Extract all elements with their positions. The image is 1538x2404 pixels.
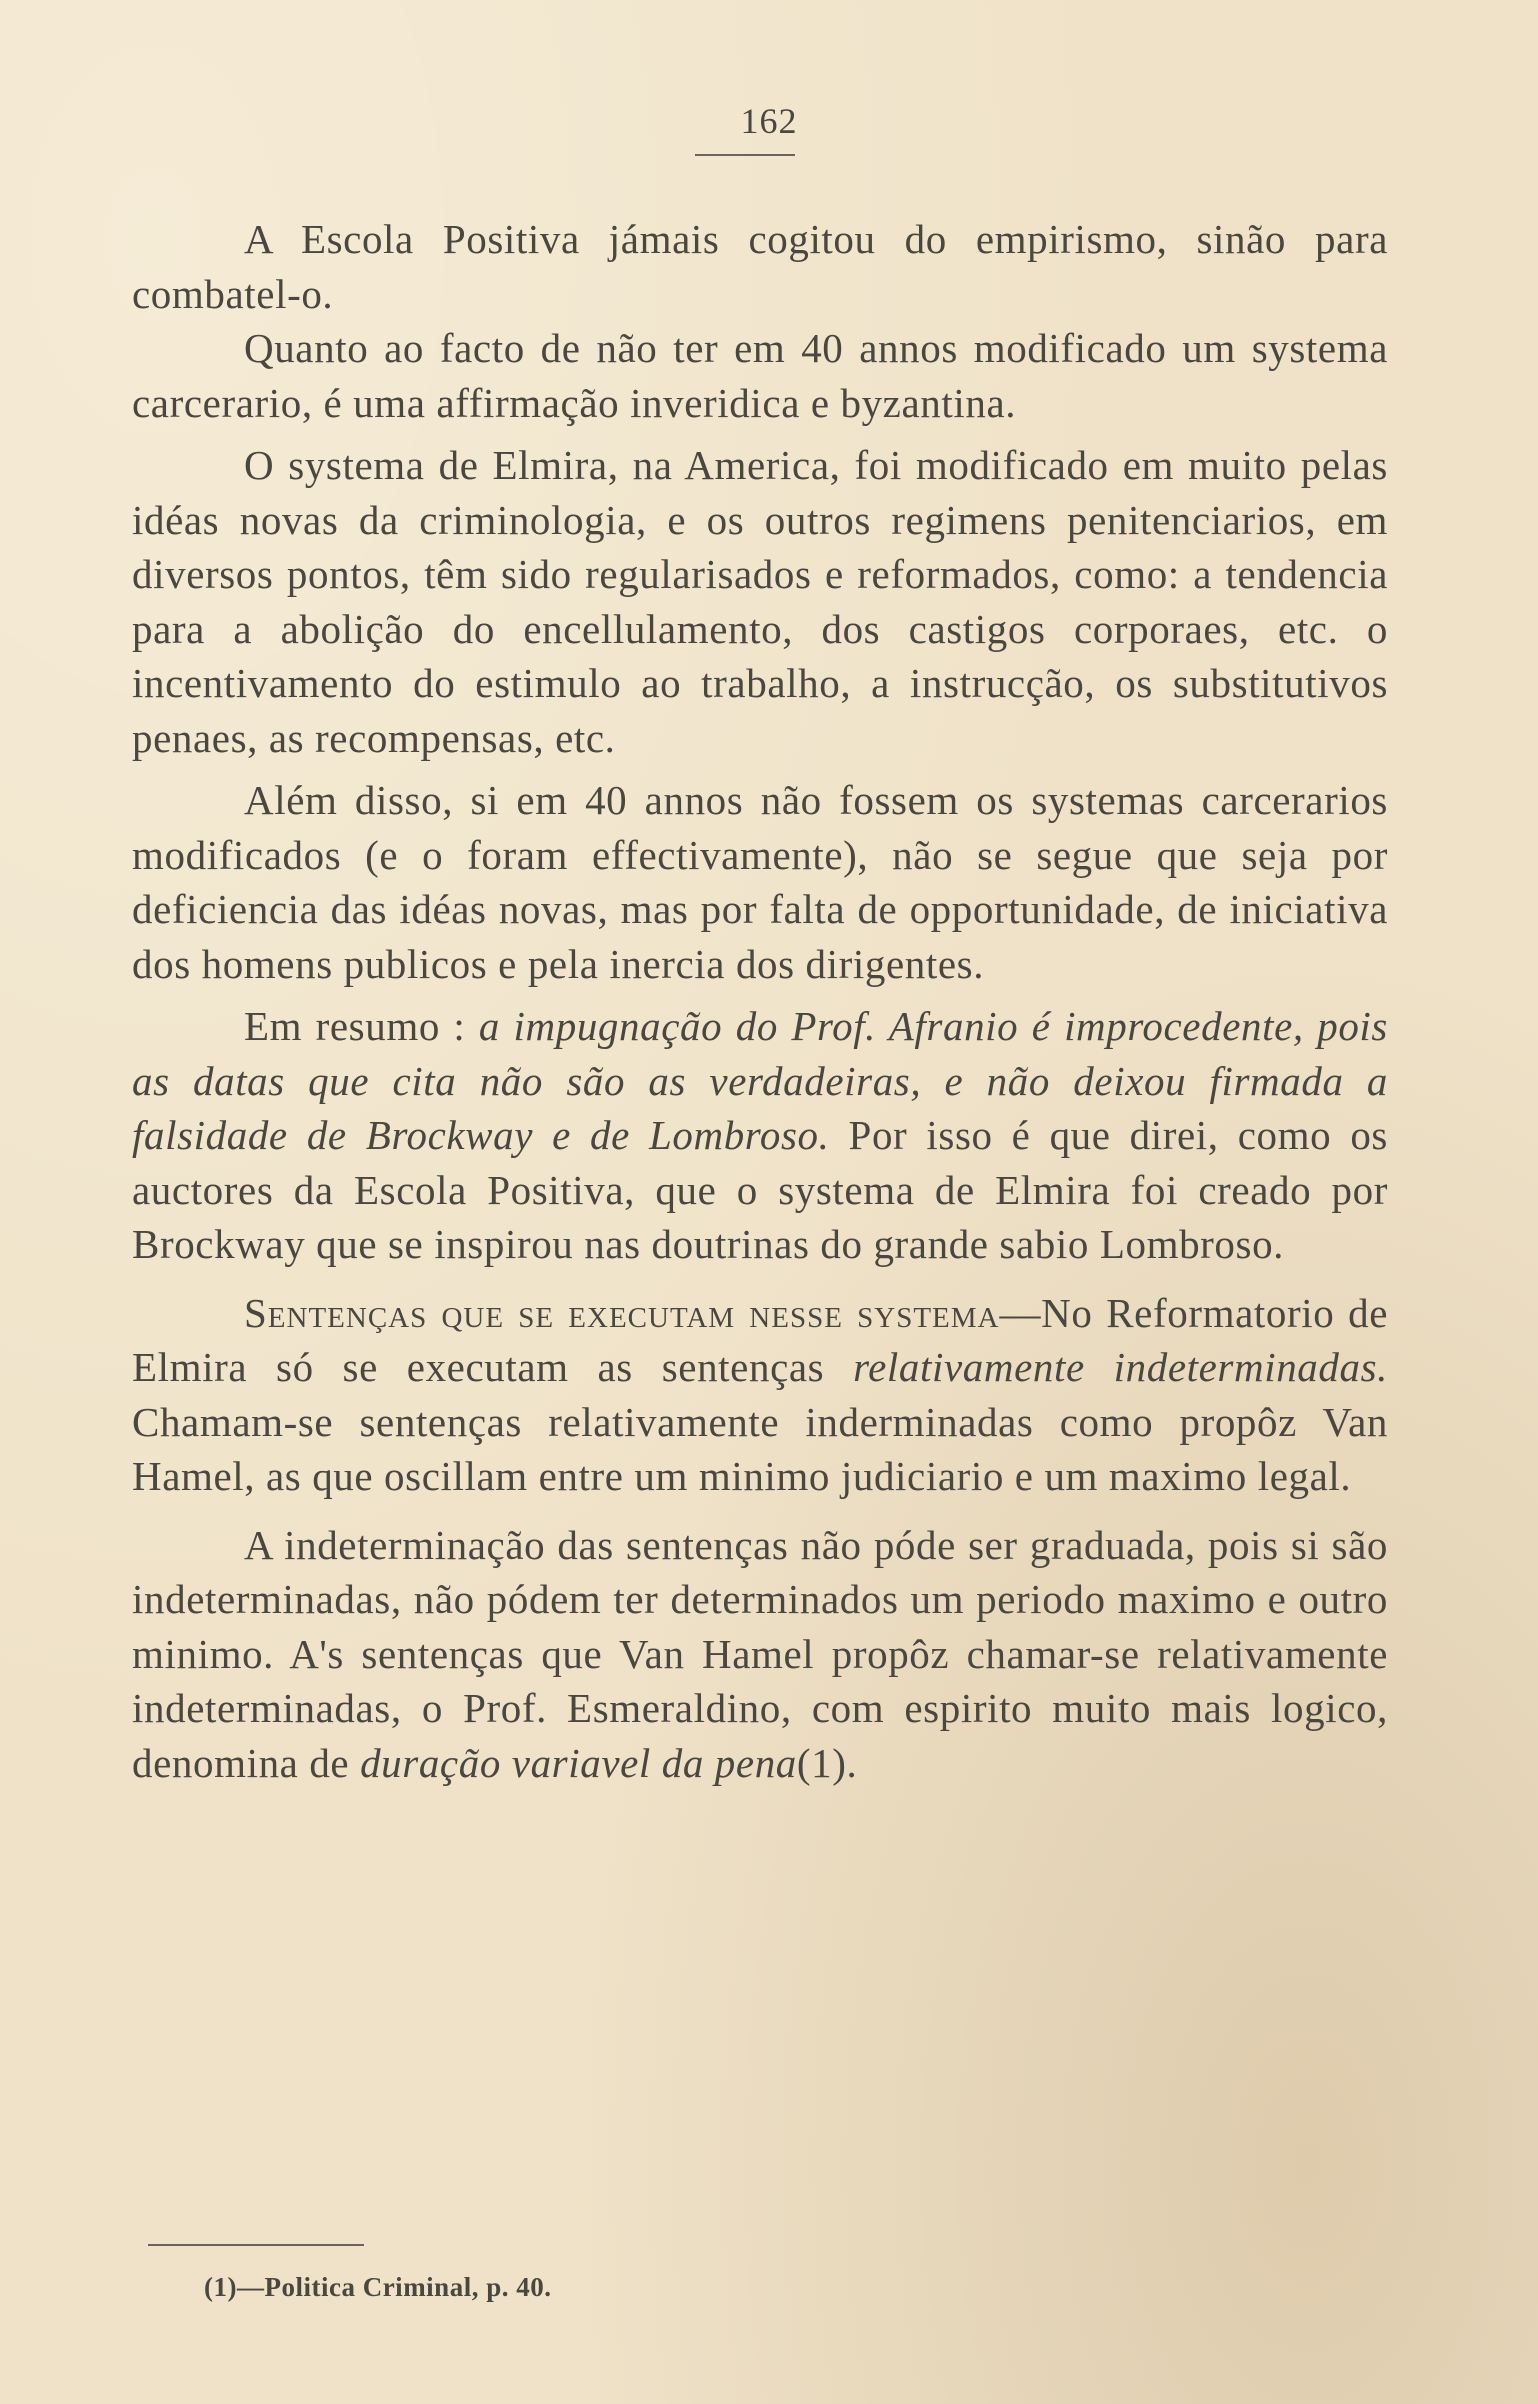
paragraph-2: Quanto ao facto de não ter em 40 annos modificado um systema carcerario, é uma affirmação inveridica e byzantina.: [132, 325, 1388, 426]
paragraph-5-rest: Por isso é que direi, como os auctores da Escola Positiva, que o systema de Elmira foi creado por Brockway que se inspirou nas doutrinas do grande sabio Lombroso.: [132, 1112, 1388, 1267]
footnote-rule: [148, 2244, 364, 2246]
paragraph-6: [132, 1286, 1388, 1504]
paragraph-6-rest: Chamam-se sentenças relativamente inderminadas como propôz Van Hamel, as que oscillam entre um minimo judiciario e um maximo legal.: [132, 1398, 1388, 1499]
paragraph-7-italic: duração variavel da pena: [360, 1739, 797, 1786]
paragraph-4: Além disso, si em 40 annos não fossem os systemas carcerarios modificados (e o foram effectivamente), não se segue que seja por deficiencia das idéas novas, mas por falta de opportunidade, de iniciativa dos homens publicos e pela inercia dos dirigentes.: [132, 777, 1388, 987]
page-number: 162: [740, 101, 798, 141]
paragraph-6-lead: No Reformatorio de Elmira só se executam as sentenças: [132, 1289, 1389, 1390]
paragraph-3: O systema de Elmira, na America, foi modificado em muito pelas idéas novas da criminologia, e os outros regimens penitenciarios, em diversos pontos, têm sido regularisados e reformados, como: a tendencia para a abolição do encellulamento, dos castigos corporaes, etc. o incentivamento do estimulo ao trabalho, a instrucção, os substitutivos penaes, as recompensas, etc.: [132, 442, 1388, 761]
section-heading: Sentenças que se executam nesse systema: [244, 1289, 1000, 1336]
paragraph-5-italic: a impugnação do Prof. Afranio é improcedente, pois as datas que cita não são as verdadeiras, e não deixou firmada a falsidade de Brockway e de Lombroso.: [132, 1003, 1388, 1158]
paragraph-7-rest: (1).: [796, 1739, 858, 1786]
footnote: (1)—Politica Criminal, p. 40.: [204, 2272, 552, 2302]
paragraph-7: [132, 1518, 1388, 1791]
body-text: [132, 212, 1388, 1790]
paragraph-5-lead: Em resumo :: [244, 1003, 479, 1049]
paragraph-1: A Escola Positiva jámais cogitou do empirismo, sinão para combatel-o.: [132, 216, 1388, 317]
page-number-rule: [695, 154, 795, 156]
paragraph-6-italic: relativamente indeterminadas.: [853, 1344, 1388, 1390]
section-heading-dash: —: [999, 1289, 1042, 1336]
paragraph-5: [132, 999, 1388, 1272]
paragraph-7-lead: A indeterminação das sentenças não póde ser graduada, pois si são indeterminadas, não pódem ter determinados um periodo maximo e outro minimo. A's sentenças que Van Hamel propôz chamar-se relativamente indeterminadas, o Prof. Esmeraldino, com espirito muito mais logico, denomina de: [132, 1521, 1388, 1786]
